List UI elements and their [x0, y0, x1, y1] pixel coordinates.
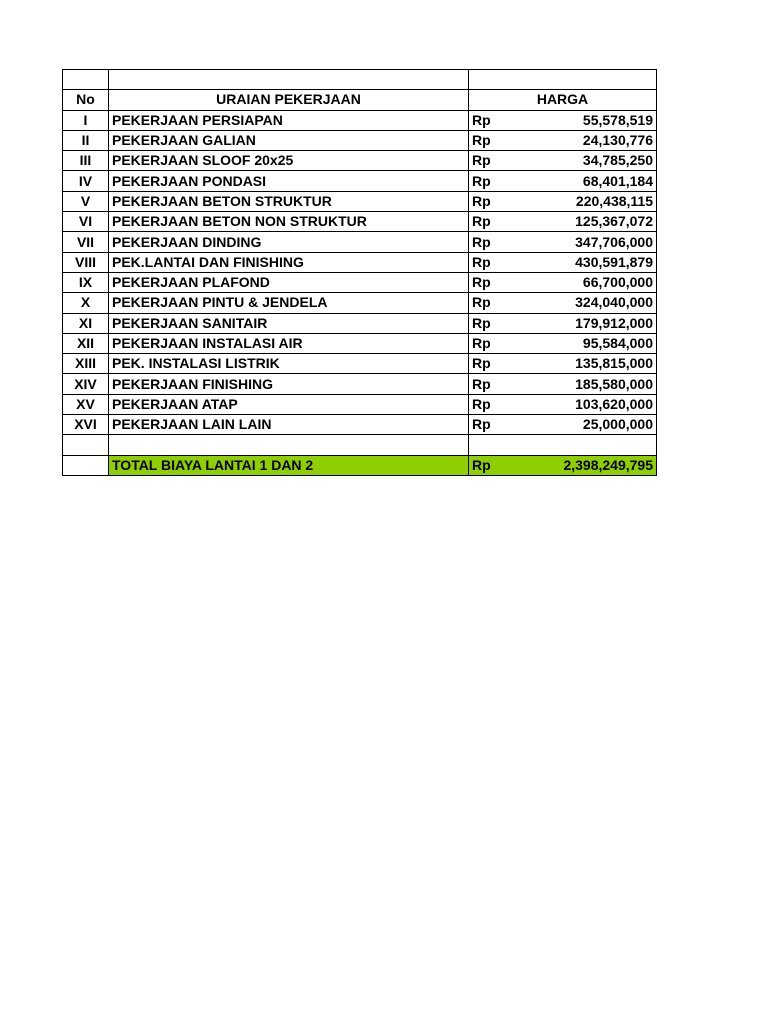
row-amount: 95,584,000: [525, 333, 657, 353]
row-amount: 135,815,000: [525, 354, 657, 374]
currency-label: Rp: [469, 110, 525, 130]
row-amount: 220,438,115: [525, 191, 657, 211]
row-description: PEKERJAAN SLOOF 20x25: [109, 151, 469, 171]
row-number: XIII: [63, 354, 109, 374]
currency-label: Rp: [469, 272, 525, 292]
row-number: V: [63, 191, 109, 211]
table-row: [63, 151, 657, 171]
currency-label: Rp: [469, 252, 525, 272]
blank-spacer-row: [63, 435, 657, 455]
currency-label: Rp: [469, 455, 525, 475]
blank-cell: [469, 70, 657, 90]
row-description: PEKERJAAN DINDING: [109, 232, 469, 252]
currency-label: Rp: [469, 212, 525, 232]
currency-label: Rp: [469, 232, 525, 252]
row-description: PEKERJAAN LAIN LAIN: [109, 415, 469, 435]
row-number: XII: [63, 333, 109, 353]
row-number: XVI: [63, 415, 109, 435]
row-description: PEKERJAAN PERSIAPAN: [109, 110, 469, 130]
blank-cell: [109, 70, 469, 90]
blank-cell: [63, 70, 109, 90]
currency-label: Rp: [469, 130, 525, 150]
row-description: PEKERJAAN PLAFOND: [109, 272, 469, 292]
row-number: IV: [63, 171, 109, 191]
currency-label: Rp: [469, 415, 525, 435]
table-row: [63, 374, 657, 394]
cost-summary-table: [62, 69, 657, 476]
table-row: [63, 212, 657, 232]
currency-label: Rp: [469, 374, 525, 394]
row-amount: 185,580,000: [525, 374, 657, 394]
table-row: [63, 191, 657, 211]
table-row: [63, 232, 657, 252]
blank-cell: [63, 435, 109, 455]
row-description: PEKERJAAN SANITAIR: [109, 313, 469, 333]
row-number: II: [63, 130, 109, 150]
blank-cell: [109, 435, 469, 455]
row-number: VIII: [63, 252, 109, 272]
table-row: [63, 130, 657, 150]
table-row: [63, 394, 657, 414]
row-amount: 68,401,184: [525, 171, 657, 191]
row-amount: 125,367,072: [525, 212, 657, 232]
row-number: X: [63, 293, 109, 313]
row-description: PEKERJAAN BETON STRUKTUR: [109, 191, 469, 211]
row-amount: 66,700,000: [525, 272, 657, 292]
table-row: [63, 415, 657, 435]
row-amount: 430,591,879: [525, 252, 657, 272]
header-row: [63, 90, 657, 110]
row-number: IX: [63, 272, 109, 292]
table-row: [63, 313, 657, 333]
row-description: PEKERJAAN ATAP: [109, 394, 469, 414]
table-row: [63, 293, 657, 313]
row-amount: 55,578,519: [525, 110, 657, 130]
row-description: PEKERJAAN PINTU & JENDELA: [109, 293, 469, 313]
total-label: TOTAL BIAYA LANTAI 1 DAN 2: [109, 455, 469, 475]
table-row: [63, 272, 657, 292]
currency-label: Rp: [469, 394, 525, 414]
currency-label: Rp: [469, 333, 525, 353]
total-row: [63, 455, 657, 475]
row-number: XI: [63, 313, 109, 333]
row-description: PEKERJAAN PONDASI: [109, 171, 469, 191]
table-row: [63, 354, 657, 374]
row-description: PEK. INSTALASI LISTRIK: [109, 354, 469, 374]
row-amount: 347,706,000: [525, 232, 657, 252]
currency-label: Rp: [469, 191, 525, 211]
currency-label: Rp: [469, 313, 525, 333]
row-description: PEKERJAAN GALIAN: [109, 130, 469, 150]
table-row: [63, 333, 657, 353]
row-number: XIV: [63, 374, 109, 394]
row-number: III: [63, 151, 109, 171]
blank-cell: [469, 435, 657, 455]
row-number: VII: [63, 232, 109, 252]
table-row: [63, 171, 657, 191]
table-row: [63, 110, 657, 130]
row-number: XV: [63, 394, 109, 414]
row-description: PEKERJAAN INSTALASI AIR: [109, 333, 469, 353]
currency-label: Rp: [469, 171, 525, 191]
currency-label: Rp: [469, 293, 525, 313]
row-description: PEKERJAAN FINISHING: [109, 374, 469, 394]
header-description: URAIAN PEKERJAAN: [109, 90, 469, 110]
blank-top-row: [63, 70, 657, 90]
total-amount: 2,398,249,795: [525, 455, 657, 475]
row-number: VI: [63, 212, 109, 232]
row-number: I: [63, 110, 109, 130]
table-row: [63, 252, 657, 272]
row-amount: 179,912,000: [525, 313, 657, 333]
currency-label: Rp: [469, 354, 525, 374]
header-no: No: [63, 90, 109, 110]
row-amount: 103,620,000: [525, 394, 657, 414]
row-description: PEK.LANTAI DAN FINISHING: [109, 252, 469, 272]
row-amount: 34,785,250: [525, 151, 657, 171]
header-price: HARGA: [469, 90, 657, 110]
blank-cell: [63, 455, 109, 475]
row-amount: 324,040,000: [525, 293, 657, 313]
row-amount: 25,000,000: [525, 415, 657, 435]
row-amount: 24,130,776: [525, 130, 657, 150]
currency-label: Rp: [469, 151, 525, 171]
row-description: PEKERJAAN BETON NON STRUKTUR: [109, 212, 469, 232]
